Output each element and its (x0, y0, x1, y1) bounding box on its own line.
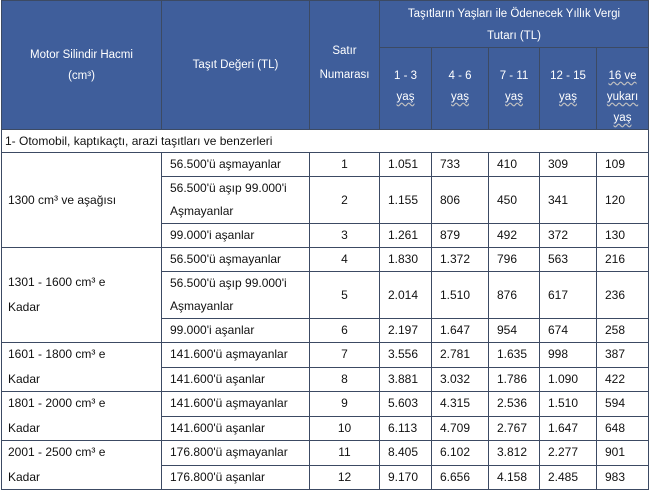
tax-cell: 876 (489, 272, 540, 319)
table-row (2, 343, 649, 368)
tax-cell: 733 (432, 153, 489, 177)
value-cell (162, 224, 310, 248)
value-line: Aşmayanlar (170, 299, 234, 313)
row-number-label-1: Satır (332, 45, 357, 57)
value-cell (162, 367, 310, 392)
tax-cell: 372 (540, 224, 597, 248)
section-title: 1- Otomobil, kaptıkaçtı, arazi taşıtları ve benzerleri (2, 130, 649, 153)
tax-cell: 450 (489, 177, 540, 224)
value-line: 99.000'i aşanlar (170, 228, 255, 242)
tax-cell: 4.709 (432, 416, 489, 441)
tax-cell: 3.812 (489, 441, 540, 466)
value-line: 176.800'ü aşanlar (170, 469, 266, 484)
row-number-cell: 2 (310, 177, 380, 224)
value-line: 141.600'ü aşanlar (170, 420, 266, 435)
row-number-cell: 12 (310, 465, 380, 490)
value-cell (162, 177, 310, 224)
tax-cell: 309 (540, 153, 597, 177)
value-line: 56.500'ü aşıp 99.000'i (170, 181, 287, 195)
tax-cell: 954 (489, 319, 540, 343)
motor-cell (2, 153, 162, 248)
tax-cell: 879 (432, 224, 489, 248)
age-unit: yaş (559, 91, 577, 103)
age-unit: yaş (505, 91, 523, 103)
tax-cell: 1.635 (489, 343, 540, 368)
value-line: 141.600'ü aşanlar (170, 371, 266, 386)
tax-cell: 387 (597, 343, 649, 368)
tax-cell: 1.051 (380, 153, 432, 177)
motor-header (2, 1, 162, 130)
motor-line: Kadar (8, 300, 41, 314)
row-number-cell: 4 (310, 248, 380, 272)
row-number-cell: 7 (310, 343, 380, 368)
tax-cell: 109 (597, 153, 649, 177)
tax-cell: 806 (432, 177, 489, 224)
age-range: 7 - 11 (499, 70, 529, 82)
row-number-label-2: Numarası (319, 69, 370, 81)
age-range: 12 - 15 (550, 70, 586, 82)
motor-cell (2, 248, 162, 343)
tax-cell: 1.155 (380, 177, 432, 224)
motor-header-label: Motor Silindir Hacmi (30, 49, 133, 61)
tax-cell: 216 (597, 248, 649, 272)
tax-cell: 1.090 (540, 367, 597, 392)
vehicle-tax-table (1, 0, 649, 490)
tax-cell: 1.372 (432, 248, 489, 272)
tax-cell: 130 (597, 224, 649, 248)
tax-cell: 648 (597, 416, 649, 441)
table-row (2, 441, 649, 466)
row-number-cell: 8 (310, 367, 380, 392)
tax-cell: 2.781 (432, 343, 489, 368)
value-line: Aşmayanlar (170, 204, 234, 218)
tax-cell: 3.881 (380, 367, 432, 392)
tax-cell: 563 (540, 248, 597, 272)
table-row (2, 392, 649, 417)
motor-line: 1300 cm³ ve aşağısı (8, 192, 117, 207)
age-unit-extra: yaş (613, 112, 632, 124)
tax-cell: 6.656 (432, 465, 489, 490)
tax-cell: 617 (540, 272, 597, 319)
motor-line: 1601 - 1800 cm³ e (8, 347, 106, 361)
tax-cell: 9.170 (380, 465, 432, 490)
tax-cell: 6.113 (380, 416, 432, 441)
row-number-cell: 9 (310, 392, 380, 417)
tax-cell: 674 (540, 319, 597, 343)
row-number-cell: 1 (310, 153, 380, 177)
motor-cell (2, 343, 162, 392)
row-number-cell: 6 (310, 319, 380, 343)
value-cell (162, 319, 310, 343)
tax-cell: 1.647 (540, 416, 597, 441)
tax-cell: 796 (489, 248, 540, 272)
motor-line: Kadar (8, 372, 41, 386)
value-line: 56.500'ü aşmayanlar (170, 252, 282, 266)
tax-cell: 1.261 (380, 224, 432, 248)
tax-cell: 120 (597, 177, 649, 224)
tax-cell: 998 (540, 343, 597, 368)
age-header (540, 48, 597, 130)
tax-cell: 4.158 (489, 465, 540, 490)
tax-cell: 4.315 (432, 392, 489, 417)
row-number-cell: 5 (310, 272, 380, 319)
tax-cell: 2.197 (380, 319, 432, 343)
motor-cell (2, 441, 162, 490)
age-range: 4 - 6 (448, 70, 472, 82)
tax-cell: 3.556 (380, 343, 432, 368)
tax-cell: 5.603 (380, 392, 432, 417)
age-header (432, 48, 489, 130)
motor-cell (2, 392, 162, 441)
row-number-cell: 3 (310, 224, 380, 248)
tax-cell: 1.830 (380, 248, 432, 272)
value-cell (162, 392, 310, 417)
tax-cell: 3.032 (432, 367, 489, 392)
tax-cell: 2.277 (540, 441, 597, 466)
tax-cell: 1.510 (432, 272, 489, 319)
tax-header (380, 1, 649, 48)
tax-header-line-1: Taşıtların Yaşları ile Ödenecek Yıllık Vergi (407, 8, 621, 20)
value-cell (162, 248, 310, 272)
motor-line: 1301 - 1600 cm³ e (8, 275, 106, 289)
value-cell (162, 343, 310, 368)
age-header (597, 48, 649, 130)
tax-cell: 594 (597, 392, 649, 417)
motor-line: Kadar (8, 470, 41, 484)
tax-cell: 2.767 (489, 416, 540, 441)
value-cell (162, 465, 310, 490)
motor-line: 1801 - 2000 cm³ e (8, 396, 106, 410)
tax-cell: 8.405 (380, 441, 432, 466)
tax-cell: 492 (489, 224, 540, 248)
value-header: Taşıt Değeri (TL) (162, 1, 310, 130)
tax-cell: 901 (597, 441, 649, 466)
row-number-cell: 11 (310, 441, 380, 466)
value-cell (162, 153, 310, 177)
age-header (489, 48, 540, 130)
value-line: 99.000'i aşanlar (170, 323, 255, 337)
tax-cell: 341 (540, 177, 597, 224)
value-line: 56.500'ü aşıp 99.000'i (170, 276, 287, 290)
tax-cell: 422 (597, 367, 649, 392)
value-line: 141.600'ü aşmayanlar (170, 347, 288, 362)
table-header (2, 1, 649, 130)
age-unit: yaş (396, 91, 415, 103)
tax-cell: 1.647 (432, 319, 489, 343)
tax-cell: 6.102 (432, 441, 489, 466)
motor-line: Kadar (8, 421, 41, 435)
value-line: 176.800'ü aşmayanlar (170, 445, 288, 460)
value-line: 56.500'ü aşmayanlar (170, 157, 282, 171)
motor-header-unit: (cm³) (68, 70, 95, 82)
tax-cell: 2.536 (489, 392, 540, 417)
age-header (380, 48, 432, 130)
tax-cell: 258 (597, 319, 649, 343)
age-unit: yukarı (606, 91, 639, 103)
value-cell (162, 416, 310, 441)
tax-cell: 1.786 (489, 367, 540, 392)
table-row (2, 248, 649, 272)
tax-cell: 410 (489, 153, 540, 177)
tax-cell: 2.485 (540, 465, 597, 490)
table-body (2, 130, 649, 490)
row-number-header (310, 1, 380, 130)
tax-header-line-2: Tutarı (TL) (487, 30, 541, 42)
motor-line: 2001 - 2500 cm³ e (8, 445, 106, 459)
tax-cell: 2.014 (380, 272, 432, 319)
age-range: 1 - 3 (393, 70, 417, 82)
tax-cell: 983 (597, 465, 649, 490)
age-unit: yaş (451, 91, 469, 103)
table-row (2, 153, 649, 177)
value-cell (162, 441, 310, 466)
tax-cell: 236 (597, 272, 649, 319)
age-range: 16 ve (608, 70, 637, 82)
value-line: 141.600'ü aşmayanlar (170, 396, 288, 411)
row-number-cell: 10 (310, 416, 380, 441)
tax-cell: 1.510 (540, 392, 597, 417)
value-cell (162, 272, 310, 319)
